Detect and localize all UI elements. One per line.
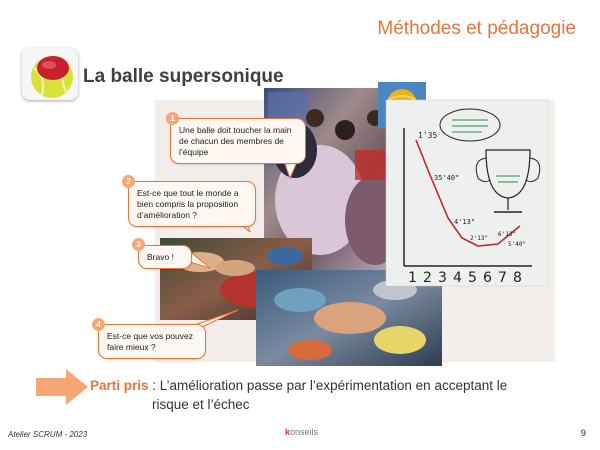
conclusion-line1 [90, 376, 530, 395]
whiteboard-axis-label: 3 [438, 270, 447, 286]
logo-mark: k [285, 427, 291, 437]
conclusion-text-1: : L’amélioration passe par l’expérimentation en acceptant le [148, 378, 508, 393]
page-number: 9 [580, 428, 586, 439]
whiteboard-chart [386, 100, 548, 286]
whiteboard-note: 1'35 [418, 131, 438, 140]
whiteboard-note: 35'40" [434, 174, 460, 182]
speech-bubble-4 [98, 324, 206, 359]
whiteboard-note: 6'13" [498, 231, 517, 238]
whiteboard-axis-label: 6 [483, 270, 492, 286]
step-badge-4: 4 [92, 318, 105, 331]
speech-bubble-3 [138, 245, 192, 269]
step-badge-2: 2 [122, 175, 135, 188]
speech-bubble-2 [128, 181, 256, 227]
step-badge-1: 1 [166, 112, 179, 125]
whiteboard-axis-label: 7 [498, 270, 507, 286]
section-title: La balle supersonique [83, 66, 284, 87]
whiteboard-axis-label: 2 [423, 270, 432, 286]
arrow-right-icon [36, 369, 88, 405]
bubble-text: Est-ce que vos pouvez faire mieux ? [107, 331, 193, 352]
footer-event: Atelier SCRUM - 2023 [8, 430, 88, 439]
conclusion-text-2: risque et l’échec [152, 397, 250, 412]
footer-logo [285, 427, 318, 437]
bubble-text: Une balle doit toucher la main de chacun des membres de l’équipe [179, 125, 292, 157]
whiteboard-axis-label: 1 [408, 270, 417, 286]
conclusion-label: Parti pris [90, 378, 149, 393]
step-badge-3: 3 [132, 238, 145, 251]
whiteboard-axis-label: 5 [468, 270, 477, 286]
whiteboard-axis-label: 4 [453, 270, 462, 286]
whiteboard-note: 2'13" [470, 235, 489, 242]
header-title: Méthodes et pédagogie [377, 18, 576, 39]
whiteboard-axis-label: 8 [513, 270, 522, 286]
whiteboard-note: 4'13" [454, 218, 476, 226]
speech-bubble-1 [170, 118, 306, 164]
logo-text: onseils [290, 427, 319, 437]
bubble-text: Bravo ! [147, 252, 174, 262]
bubble-text: Est-ce que tout le monde a bien compris la proposition d’amélioration ? [137, 188, 239, 220]
whiteboard-note: 5'40" [508, 241, 527, 248]
